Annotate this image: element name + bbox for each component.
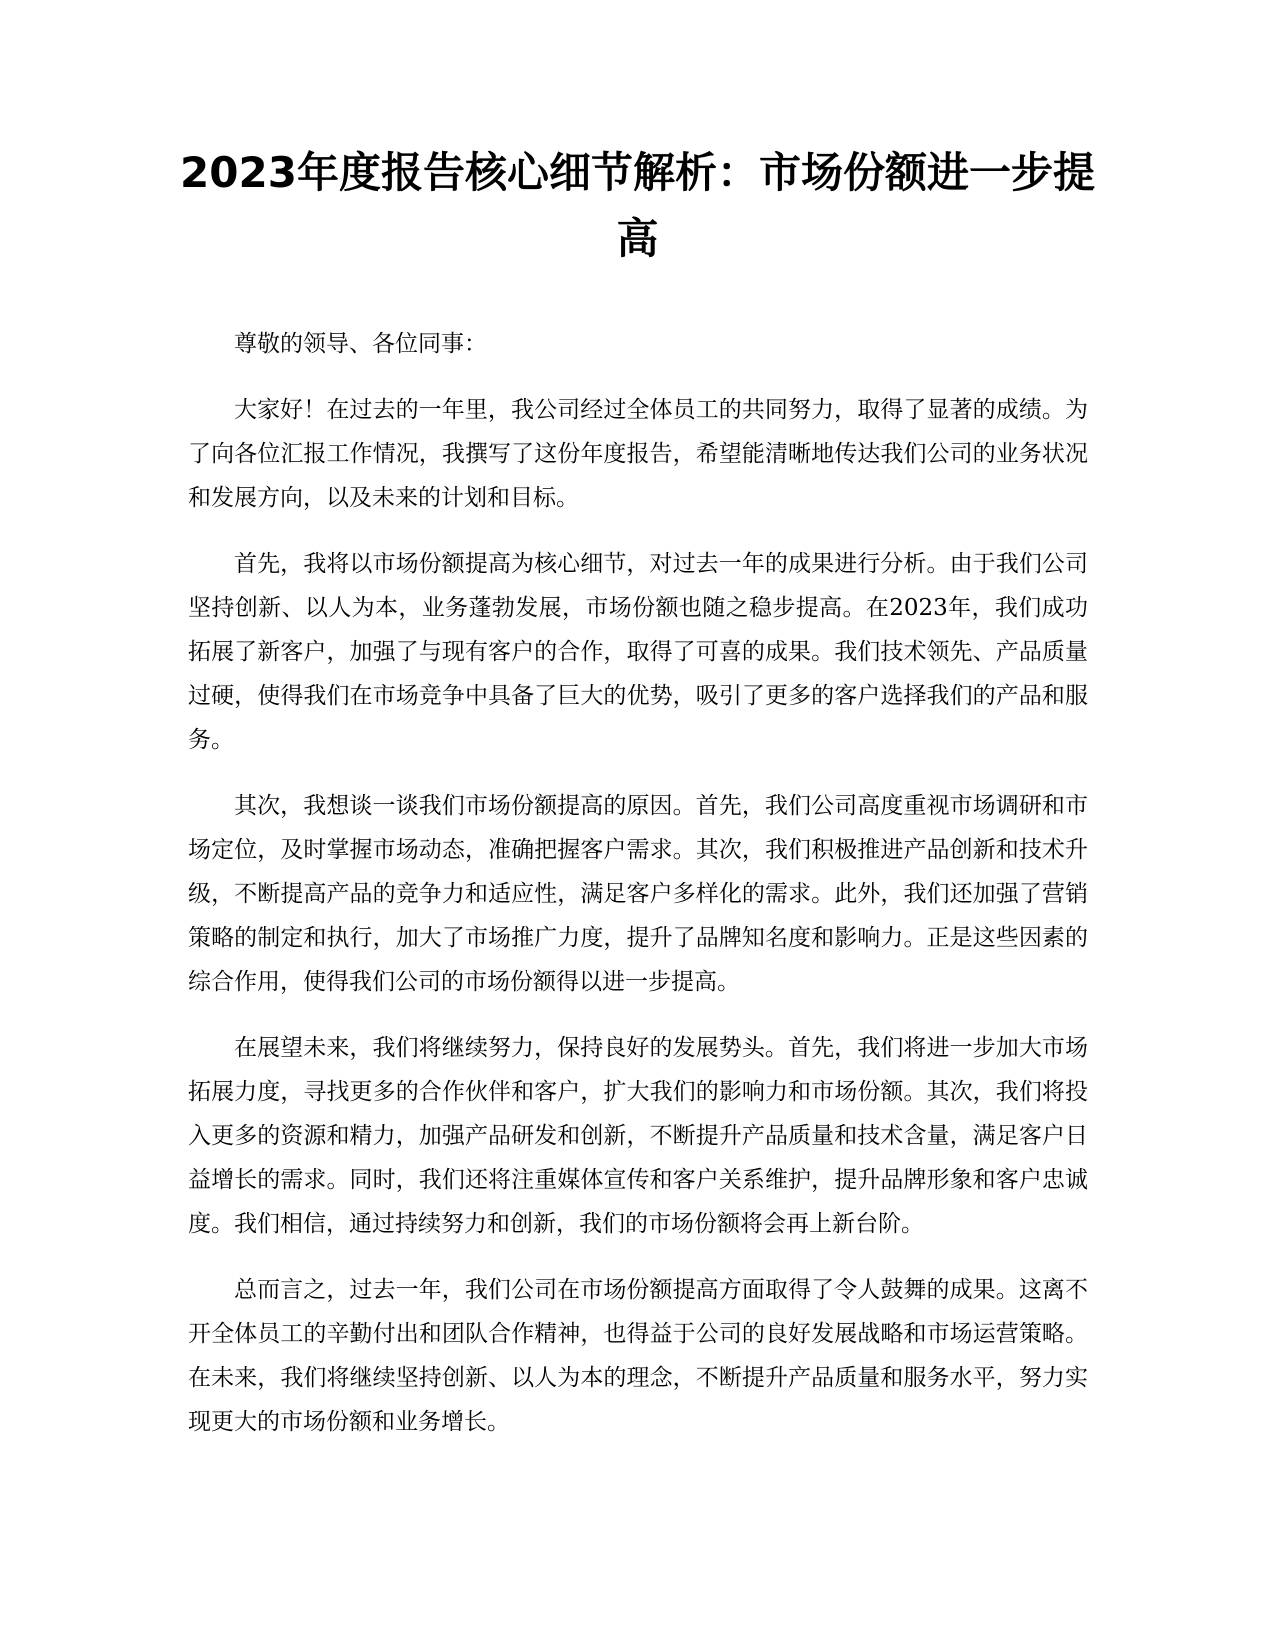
paragraph-intro: 大家好！在过去的一年里，我公司经过全体员工的共同努力，取得了显著的成绩。为了向各位汇报工作情况，我撰写了这份年度报告，希望能清晰地传达我们公司的业务状况和发展方向，以及未来的计划和目标。 (188, 397, 1088, 511)
document-body (188, 322, 1088, 1466)
paragraph-results: 首先，我将以市场份额提高为核心细节，对过去一年的成果进行分析。由于我们公司坚持创新、以人为本，业务蓬勃发展，市场份额也随之稳步提高。在2023年，我们成功拓展了新客户，加强了与现有客户的合作，取得了可喜的成果。我们技术领先、产品质量过硬，使得我们在市场竞争中具备了巨大的优势，吸引了更多的客户选择我们的产品和服务。 (188, 551, 1088, 753)
document-title: 2023年度报告核心细节解析：市场份额进一步提高 (180, 148, 1095, 263)
paragraph-outlook: 在展望未来，我们将继续努力，保持良好的发展势头。首先，我们将进一步加大市场拓展力度，寻找更多的合作伙伴和客户，扩大我们的影响力和市场份额。其次，我们将投入更多的资源和精力，加强产品研发和创新，不断提升产品质量和技术含量，满足客户日益增长的需求。同时，我们还将注重媒体宣传和客户关系维护，提升品牌形象和客户忠诚度。我们相信，通过持续努力和创新，我们的市场份额将会再上新台阶。 (188, 1035, 1088, 1237)
paragraph-summary: 总而言之，过去一年，我们公司在市场份额提高方面取得了令人鼓舞的成果。这离不开全体员工的辛勤付出和团队合作精神，也得益于公司的良好发展战略和市场运营策略。在未来，我们将继续坚持创新、以人为本的理念，不断提升产品质量和服务水平，努力实现更大的市场份额和业务增长。 (188, 1277, 1088, 1435)
paragraph-reasons: 其次，我想谈一谈我们市场份额提高的原因。首先，我们公司高度重视市场调研和市场定位，及时掌握市场动态，准确把握客户需求。其次，我们积极推进产品创新和技术升级，不断提高产品的竞争力和适应性，满足客户多样化的需求。此外，我们还加强了营销策略的制定和执行，加大了市场推广力度，提升了品牌知名度和影响力。正是这些因素的综合作用，使得我们公司的市场份额得以进一步提高。 (188, 793, 1088, 995)
salutation: 尊敬的领导、各位同事： (234, 331, 487, 357)
